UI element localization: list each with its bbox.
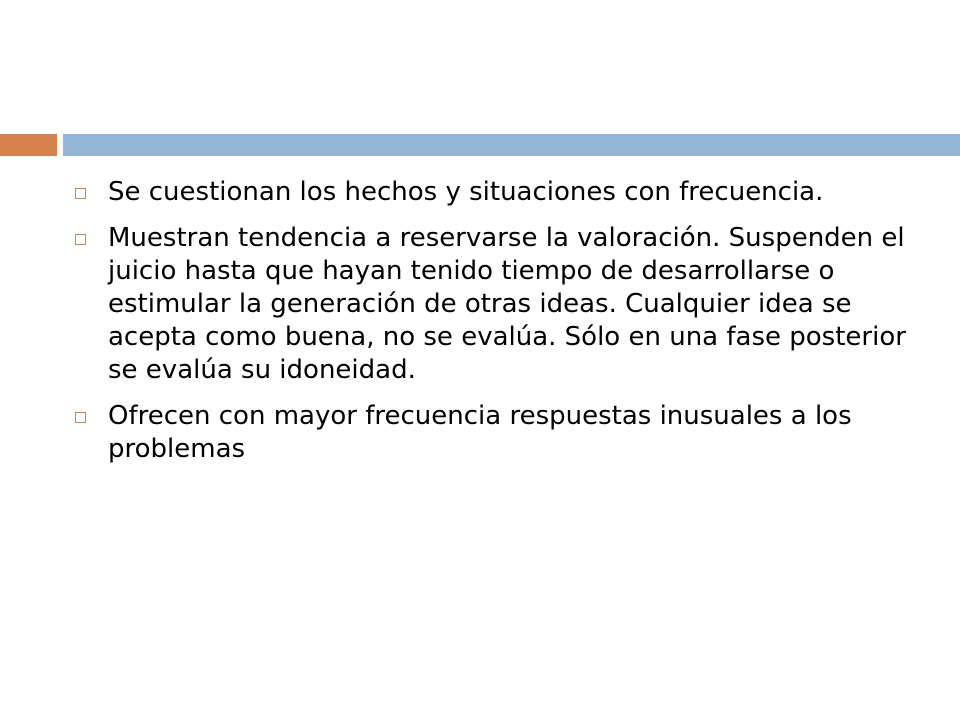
- square-bullet-icon: [75, 234, 86, 245]
- bullet-text: Ofrecen con mayor frecuencia respuestas inusuales a los problemas: [108, 401, 852, 464]
- bullet-item: [74, 400, 924, 466]
- accent-bar-blue: [63, 134, 960, 156]
- square-bullet-icon: [75, 412, 86, 423]
- bullet-list: [74, 176, 924, 479]
- bullet-item: [74, 222, 924, 387]
- bullet-text: Muestran tendencia a reservarse la valoración. Suspenden el juicio hasta que hayan tenido tiempo de desarrollarse o estimular la generación de otras ideas. Cualquier idea se acepta como buena, no se evalúa. Sólo en una fase posterior se evalúa su idoneidad.: [108, 223, 906, 385]
- bullet-item: [74, 176, 924, 209]
- accent-bar-orange: [0, 134, 57, 156]
- bullet-text: Se cuestionan los hechos y situaciones con frecuencia.: [108, 177, 824, 207]
- square-bullet-icon: [75, 188, 86, 199]
